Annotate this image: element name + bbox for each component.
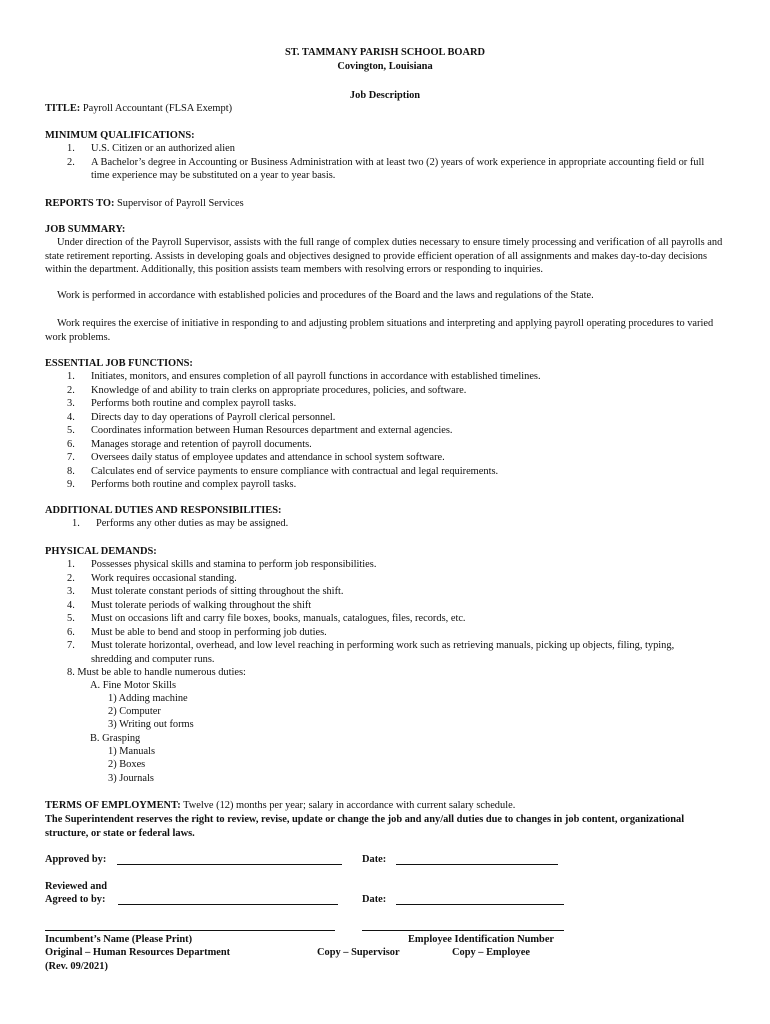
list-item: 4. Directs day to day operations of Payroll clerical personnel. [67, 411, 336, 423]
fine-motor-item: 2) Computer [108, 706, 161, 717]
list-item: 2. Work requires occasional standing. [67, 572, 237, 584]
title-row [45, 102, 232, 116]
essential-functions-list [45, 370, 725, 492]
grasping-heading: B. Grasping [90, 733, 141, 744]
terms-row [45, 799, 515, 813]
copy-supervisor: Copy – Supervisor [317, 947, 400, 958]
reviewed-label: Reviewed and [45, 881, 108, 892]
date-label-2: Date: [362, 894, 387, 905]
additional-duties-heading: ADDITIONAL DUTIES AND RESPONSIBILITIES: [45, 505, 282, 516]
grasping-item: 1) Manuals [108, 746, 156, 757]
org-location: Covington, Louisiana [337, 61, 433, 72]
fine-motor-item: 1) Adding machine [108, 693, 188, 704]
job-summary-paragraph-1: Under direction of the Payroll Supervisor, assists with the full range of complex duties necessary to ensure timely processing and verification of all payrolls and state retirement reporting. Assists in developing goals and objectives designed to provide efficient operation of all assignments and makes day-to-day decisions within the department. Additionally, this position assists team members with resolving errors or responding to inquiries. [45, 237, 723, 275]
agreed-by-signature-line[interactable] [118, 904, 338, 905]
min-qual-list [45, 142, 725, 183]
list-item: 1. Possesses physical skills and stamina to perform job responsibilities. [67, 559, 377, 570]
additional-duties-list [50, 517, 725, 531]
min-qual-heading: MINIMUM QUALIFICATIONS: [45, 130, 195, 141]
physical-demands-item-8: 8. Must be able to handle numerous duties: [67, 667, 246, 678]
list-item: 6. Manages storage and retention of payroll documents. [67, 438, 312, 450]
copy-employee: Copy – Employee [452, 947, 530, 958]
list-item: 5. Must on occasions lift and carry file boxes, books, manuals, catalogues, files, records, etc. [67, 613, 466, 624]
reports-to-value: Supervisor of Payroll Services [117, 198, 244, 209]
title-value: Payroll Accountant (FLSA Exempt) [82, 103, 233, 114]
list-item: 3. Performs both routine and complex payroll tasks. [67, 398, 297, 409]
job-summary-paragraph-3: Work requires the exercise of initiative in responding to and adjusting problem situations and interpreting and applying payroll operating procedures to varied work problems. [45, 318, 714, 343]
list-item: 4. Must tolerate periods of walking throughout the shift [67, 599, 312, 611]
date-label-1: Date: [362, 854, 387, 865]
grasping-item: 3) Journals [108, 773, 154, 784]
list-item: 1. U.S. Citizen or an authorized alien [67, 143, 235, 154]
title-label: TITLE: [45, 103, 81, 114]
list-item: 2. A Bachelor’s degree in Accounting or Business Administration with at least two (2) years of work experience in appropriate accounting field or full time experience may be substituted on a year to year basis. [67, 156, 705, 181]
list-item: 3. Must tolerate constant periods of sitting throughout the shift. [67, 586, 344, 597]
list-item: 7. Must tolerate horizontal, overhead, and low level reaching in performing work such as retrieving manuals, picking up objects, filing, typing, shredding and computer runs. [67, 640, 675, 665]
superintendent-notice: The Superintendent reserves the right to review, revise, update or change the job and any/all duties due to changes in job content, organizational structure, or state or federal laws. [45, 814, 685, 839]
physical-demands-heading: PHYSICAL DEMANDS: [45, 546, 157, 557]
list-item: 2. Knowledge of and ability to train clerks on appropriate procedures, policies, and software. [67, 384, 467, 396]
employee-id-line[interactable] [362, 930, 564, 931]
list-item: 1. Performs any other duties as may be assigned. [72, 518, 289, 529]
fine-motor-item: 3) Writing out forms [108, 719, 194, 730]
agreed-date-line[interactable] [396, 904, 564, 905]
incumbent-name-label: Incumbent’s Name (Please Print) [45, 934, 193, 945]
terms-label: TERMS OF EMPLOYMENT: [45, 800, 181, 811]
physical-demands-list [45, 558, 705, 666]
job-summary-heading: JOB SUMMARY: [45, 224, 126, 235]
terms-value: Twelve (12) months per year; salary in accordance with current salary schedule. [183, 800, 516, 811]
copy-original: Original – Human Resources Department [45, 947, 231, 958]
job-summary-paragraph-2: Work is performed in accordance with established policies and procedures of the Board and the laws and regulations of the State. [57, 290, 594, 301]
incumbent-name-line[interactable] [45, 930, 335, 931]
list-item: 1. Initiates, monitors, and ensures completion of all payroll functions in accordance with established timelines. [67, 371, 541, 382]
approved-by-label: Approved by: [45, 854, 107, 865]
doc-type: Job Description [349, 90, 421, 101]
reports-to-row [45, 197, 244, 211]
essential-functions-heading: ESSENTIAL JOB FUNCTIONS: [45, 358, 193, 369]
approved-date-line[interactable] [396, 864, 558, 865]
org-name: ST. TAMMANY PARISH SCHOOL BOARD [284, 47, 486, 58]
approved-by-signature-line[interactable] [117, 864, 342, 865]
list-item: 8. Calculates end of service payments to ensure compliance with contractual and legal requirements. [67, 465, 499, 477]
list-item: 7. Oversees daily status of employee updates and attendance in school system software. [67, 452, 445, 463]
employee-id-label: Employee Identification Number [408, 934, 555, 945]
reports-to-label: REPORTS TO: [45, 198, 115, 209]
list-item: 5. Coordinates information between Human Resources department and external agencies. [67, 425, 453, 436]
list-item: 9. Performs both routine and complex payroll tasks. [67, 479, 297, 490]
list-item: 6. Must be able to bend and stoop in performing job duties. [67, 626, 327, 638]
revision-date: (Rev. 09/2021) [45, 961, 108, 972]
agreed-by-label: Agreed to by: [45, 894, 106, 905]
fine-motor-skills-heading: A. Fine Motor Skills [90, 680, 177, 691]
grasping-item: 2) Boxes [108, 759, 146, 770]
